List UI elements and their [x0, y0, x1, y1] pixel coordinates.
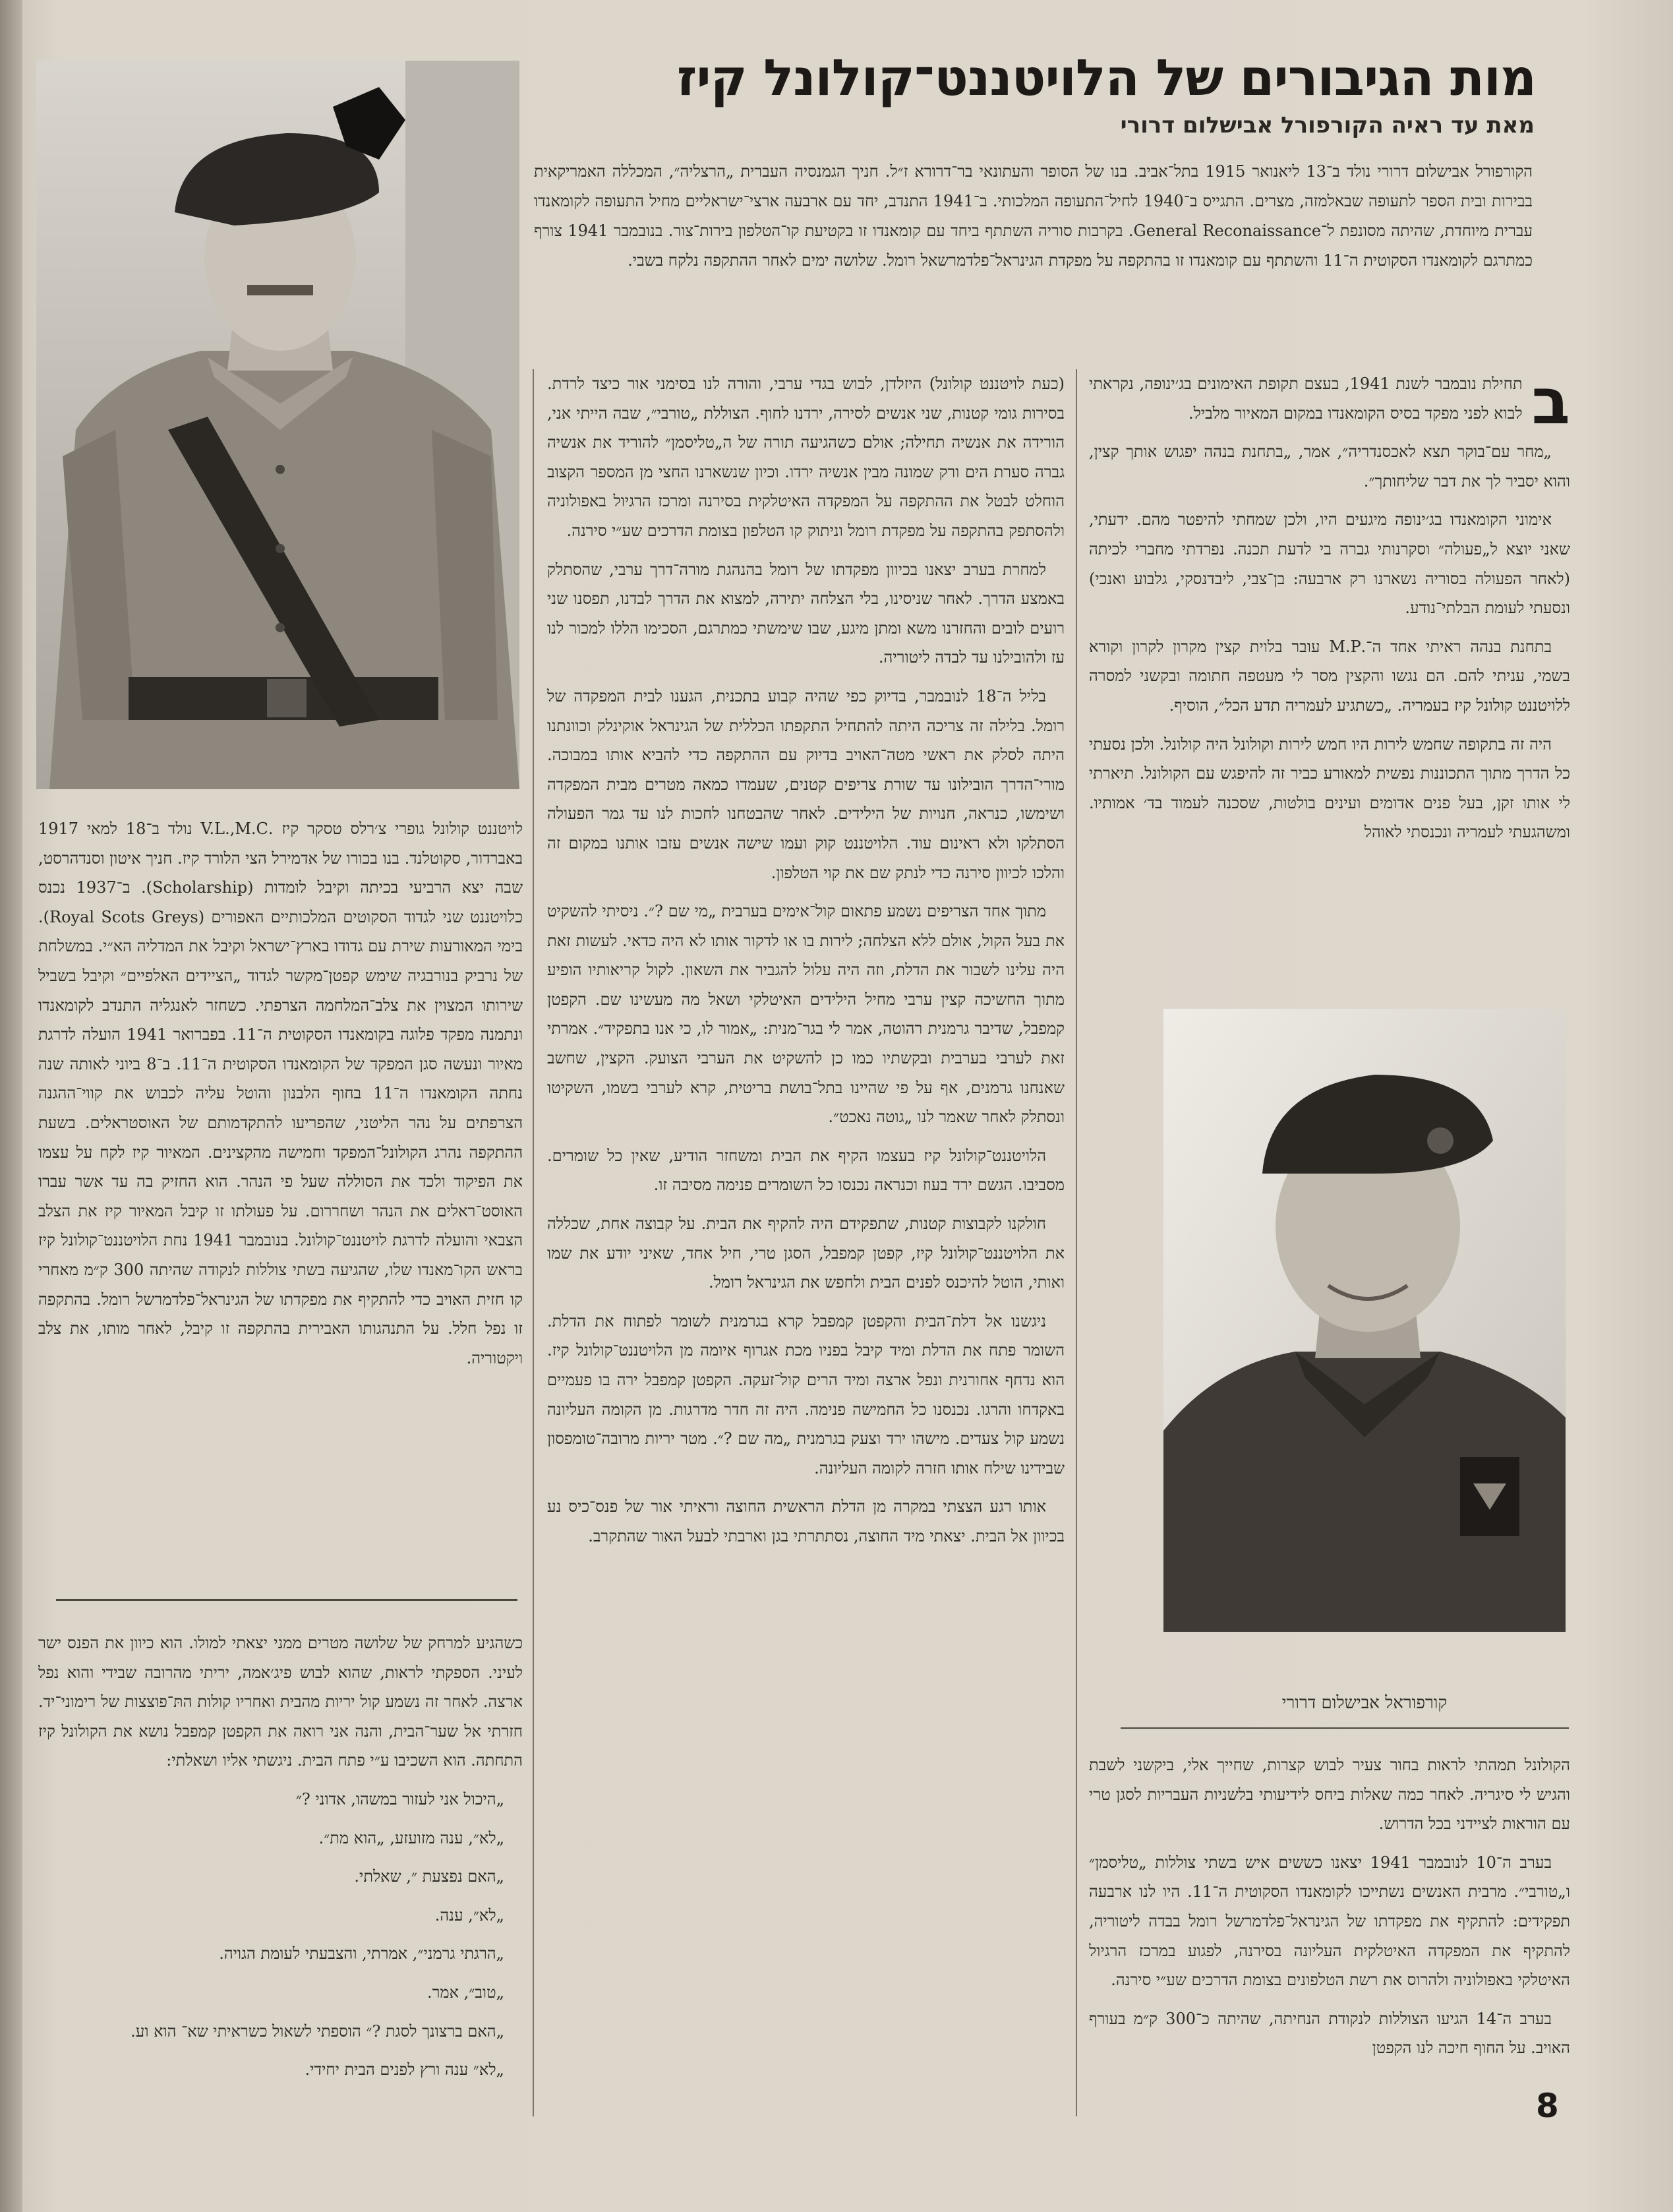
paragraph: (כעת לויטננט קולונל) היזלדן, לבוש בגדי ערבי, והורה לנו בסימני אור כיצד לרדת. בסירות גומי קטנות, שני אנשים לסירה, ירדנו לחוף. הצוללת „טורבי״, שבה הייתי אני, הורידה את אנשיה תחילה; אולם כשהגיעה תורה של ה„טליסמן״ להוריד את אנשיה גברה סערת הים ורק שמונה מבין אנשיה ירדו. וכיון שנשארנו החצי מן המספר הקצוב הוחלט לבטל את ההתקפה על המפקדה האיטלקית בסירנה ומרכז הרגיול באפולוניה ולהסתפק בהתקפה על מפקדת רומל וניתוק קו הטלפון בצומת הדרכים שע״י סירנה. [547, 374, 1065, 540]
photo-drori-caption: קורפוראל אבישלום דרורי [1281, 1693, 1448, 1713]
column-divider-left [533, 369, 534, 2116]
dialogue-line: „האם ברצונך לסגת ?״ הוספתי לשאול כשראיתי שא־ הוא וע. [131, 2021, 504, 2041]
dialogue-line: „לא״, ענה מזועזע, „הוא מת״. [318, 1828, 504, 1847]
column-middle [547, 369, 1065, 1561]
dialogue-line: „לא״, ענה. [434, 1905, 504, 1925]
photo-drori [1163, 1009, 1566, 1632]
paragraph: הלויטננט־קולונל קיז בעצמו הקיף את הבית ומשחזר הודיע, שאין כל שומרים. מסביבו. הגשם ירד בעוז וכנראה נכנסו כל השומרים פנימה מסיבה זו. [547, 1146, 1065, 1195]
paragraph: מתוך אחד הצריפים נשמע פתאום קול־אימים בערבית „מי שם ?״. ניסיתי להשקיט את בעל הקול, אולם ללא הצלחה; לירות בו או לדקור אותו לא היה כדאי. לעשות זאת היה עלינו לשבור את הדלת, וזה היה עלול להגביר את השאון. לקול קריאותיו הופיע מתוך החשיכה קצין ערבי מחיל הילידים האיטלקי ושאל מה מעשינו שם. הקפטן קמפבל, שדיבר גרמנית רהוטה, אמר לי בגר־מנית: „אמור לו, כי אנו בתפקיד״. אמרתי זאת לערבי בערבית ובקשתיו כמו כן להשקיט את הערבי הצועק. הקצין, שחשב שאנחנו גרמנים, אף על פי שהיינו בתל־בושת בריטית, קרא לערבי בשמו, השקיטו ונסתלק לאחר שאמר לנו „גוטה נאכט״. [547, 902, 1065, 1127]
drop-cap: ב [1531, 365, 1570, 438]
paragraph: „מחר עם־בוקר תצא לאכסנדריה״, אמר, „בתחנת בנהה יפגוש אותך קצין, והוא יסביר לך את דבר שליחותך״. [1089, 442, 1570, 491]
column-right-bottom [1089, 1750, 1570, 2072]
paragraph: למחרת בערב יצאנו בכיוון מפקדתו של רומל בהנהגת מורה־דרך ערבי, שהסתלק באמצע הדרך. לאחר שניסינו, בלי הצלחה יתירה, למצוא את הדרך לבדנו, תפסנו שני רועים לובים והחזרנו משא ומתן מיגע, שבו שימשתי כמתרגם, הסכימו הללו למכור לנו עז ולהובילנו עד לבדה ליטוריה. [547, 560, 1065, 667]
dialogue-line: „טוב״, אמר. [426, 1983, 504, 2002]
paragraph: בערב ה־10 לנובמבר 1941 יצאנו כששים איש בשתי צוללות „טליסמן״ ו„טורבי״. מרבית האנשים נשתייכו לקומאנדו הסקוטית ה־11. היו לנו ארבעה תפקידים: להתקיף את מפקדתו של הגינראל־פלדמרשל רומל בבדה ליטוריה, להתקיף את המפקדה האיטלקית העליונה בסירנה, לפגוע במרכז הרגיול האיטלקי באפולוניה ולהרוס את רשת הטלפונים בצומת הדרכים שע״י סירנה. [1089, 1853, 1570, 1990]
paragraph: חולקנו לקבוצות קטנות, שתפקידם היה להקיף את הבית. על קבוצה אחת, שכללה את הלויטננט־קולונל קיז, קפטן קמפבל, הסגן טרי, חיל אחד, שאיני יודע את שמו ואותי, הוטל להיכנס לפנים הבית ולחפש את הגינראל רומל. [547, 1214, 1065, 1292]
section-rule [56, 1599, 517, 1601]
paragraph: אותו רגע הצצתי במקרה מן הדלת הראשית החוצה וראיתי אור של פנס־כיס נע בכיוון אל הבית. יצאתי מיד החוצה, נסתתרתי בגן וארבתי לבעל האור שהתקרב. [547, 1497, 1065, 1545]
paragraph: לויטננט קולונל גופרי צ׳רלס טסקר קיז .V.L.,M.C נולד ב־18 למאי 1917 באברדור, סקוטלנד. בנו בכורו של אדמירל הצי הלורד קיז. חניך איטון וסנדהרסט, שבה יצא הרביעי בכיתה וקיבל לומדות (Scholarship). ב־1937 נכנס כלויטננט שני לגדוד הסקוטים המלכותיים האפורים (Royal Scots Greys). בימי המאורעות שירת עם גדודו בארץ־ישראל וקיבל את המדליה הא״י. במשלחת של נרביק בנורבגיה שימש קפטן־מקשר לגדוד „הציידים האלפיים״ וקיבל בשביל שירותו המצוין את צלב־המלחמה הצרפתי. כשחזר לאנגליה התנדב לקומאנדו ונתמנה מפקד פלוגה בקומאנדו הסקוטית ה־11. בפברואר 1941 הועלה לדרגת מאיור ונעשה סגן המפקד של הקומאנדו הסקוטית ה־11. ב־8 ביוני לאותה שנה נחתה הקומאנדו ה־11 בחוף הלבנון והוטל עליה לכבוש את קווי־ההגנה הצרפתים על נהר הליטני, שהפריעו להתקדמותם של האוסטראלים. בשעת ההתקפה נהרג הקולונל־המפקד וחמישה מהקצינים. המאיור קיז לקח על עצמו את הפיקוד ולכד את הסוללה שעל פי הנהר. הוא החזיק בה עד אשר עברו האוסט־ראלים את הנהר ושחררום. על פעולתו זו קיבל המאיור קיז את הצלב הצבאי והועלה לדרגת לויטננט־קולונל. בנובמבר 1941 נחת הלויטננט־קולונל קיז בראש הקו־מאנדו שלו, שהגיעה בשתי צוללות לנקודה שהיתה 300 ק״מ מאחרי קו חזית האויב כדי להתקיף את מפקדתו של הגינראל־פלדמרשל רומל. בהתקפה זו נפל חלל. על התנהגותו האבירית בהתקפה זו קיבל, לאחר מותו, את צלב ויקטוריה. [38, 820, 523, 1367]
paragraph: בליל ה־18 לנובמבר, בדיוק כפי שהיה קבוע בתכנית, הגענו לבית המפקדה של רומל. בלילה זה צריכה היתה להתחיל התקפתו הכללית של הגינראל אוקינלק וכוונתנו היתה לסלק את ראשי מטה־האויב בדיוק עם ההתקפה כדי להביא אותו במבוכה. מורי־הדרך הובילונו עד שורת צריפים קטנים, שעמדו כמאה מטרים מבית המפקדה ושימשו, כנראה, חנויות של הילידים. לאחר שהבטחנו לחכות לנו עד גמר הפעולה הסתלקו ולא ראינום עוד. הלויטננט קוק ועמו שישה אנשים עזבו אותנו במקום זה והלכו לכיוון סירנה כדי לנתק שם את קוי הטלפון. [547, 686, 1065, 882]
author-intro: הקורפורל אבישלום דרורי נולד ב־13 ליאנואר 1915 בתל־אביב. בנו של הסופר והעתונאי בר־דרורא ז״ל. חניך הגמנסיה העברית „הרצליה״, המכללה האמריקאית בבירות ובית הספר לתעופה שבאלמזה, מצרים. התגייס ב־1940 לחיל־התעופה המלכותי. ב־1941 התנדב, יחד עם ארבעה ארצי־ישראליים מחיל התעופה לקומאנדו עברית מיוחדת, שהיתה מסונפת ל־General Reconaissance. בקרבות סוריה השתתף ביחד עם קומאנדו זו בקטיעת קו־הטלפון בירות־צור. בנובמבר 1941 צורף כמתרגם לקומאנדו הסקוטית ה־11 והשתתף עם קומאנדו זו בהתקפה על מפקדת הגינראל־פלדמרשאל רומל. שלושה ימים לאחר ההתקפה נלקח בשבי. [534, 162, 1533, 270]
paragraph: כשהגיע למרחק של שלושה מטרים ממני יצאתי למולו. הוא כיוון את הפנס ישר לעיני. הספקתי לראות, שהוא לבוש פיג׳אמה, יריתי מהרובה שבידי והוא נפל ארצה. לאחר זה נשמע קול יריות מהבית ואחריו קולות התּ־פוצצות של רימוני־יד. חזרתי אל שער־הבית, והנה אני רואה את הקפטן קמפבל נושא את הקולונל קיז התחתה. הוא השכיבו ע״י פתח הבית. ניגשתי אליו ושאלתי: [38, 1634, 523, 1770]
caption-rule [1121, 1727, 1569, 1729]
paragraph: היה זה בתקופה שחמש לירות היו חמש לירות וקולונל היה קולונל. ולכן נסעתי כל הדרך מתוך התכוננות נפשית למאורע כביר זה להיפגש עם הקולונל. תיארתי לי אותו זקן, בעל פנים אדומים ועינים בולטות, שסכנה לעמוד בד׳ אמותיו. ומשהגעתי לעמריה ונכנסתי לאוהל [1089, 734, 1570, 842]
keyes-biography [38, 814, 523, 1382]
paragraph: ניגשנו אל דלת־הבית והקפטן קמפבל קרא בגרמנית לשומר לפתוח את הדלת. השומר פתח את הדלת ומיד קיבל בפניו מכת אגרוף איומה מן הלויטננט־קולונל קיז. הוא נדחף אחורנית ונפל ארצה ומיד הרים קול־זעקה. הקפטן קמפבל ירה בו פעמיים באקדחו והרגו. נכנסנו כל החמישה פנימה. היה זה חדר מדרגות. מן הקומה העליונה נשמע קול צעדים. מישהו ירד וצעק בגרמנית „מה שם ?״. מטר יריות מרובה־טומפסון שבידינו שילח אותו חזרה לקומה העליונה. [547, 1311, 1065, 1478]
page-number: 8 [1536, 2087, 1559, 2125]
column-divider-right [1076, 369, 1077, 2116]
paragraph: בתחנת בנהה ראיתי אחד ה־.M.P עובר בלוית קצין מקרון לקרון וקורא בשמי, עניתי להם. הם נגשו והקצין מסר לי מעטפה חתומה ובקשני למסרה ללויטננט קולונל קיז בעמריה. „כשתגיע לעמריה תדע הכל״, הוסיף. [1089, 637, 1570, 715]
dialogue-line: „האם נפצעת ״, שאלתי. [354, 1867, 504, 1886]
dialogue-line: „לא״ ענה ורץ לפנים הבית יחידי. [305, 2060, 504, 2079]
column-left-bottom [38, 1629, 523, 2094]
paragraph: הקולונל תמהתי לראות בחור צעיר לבוש קצרות, שחייך אלי, ביקשני לשבת והגיש לי סיגריה. לאחר כמה שאלות ביחס לידיעותי בלשניות העבריות לסגן טרי עם הוראות לציידני בכל הדרוש. [1089, 1756, 1570, 1834]
dialogue-line: „היכול אני לעזור במשהו, אדוני ?״ [295, 1789, 504, 1808]
paragraph: בערב ה־14 הגיעו הצוללות לנקודת הנחיתה, שהיתה כ־300 ק״מ בעורף האויב. על החוף חיכה לנו הקפטן [1089, 2009, 1570, 2058]
photo-keyes [36, 61, 519, 789]
paragraph-opening: ב תחילת נובמבר לשנת 1941, בעצם תקופת האימונים בג׳ינופה, נקראתי לבוא לפני מפקד בסיס הקומאנדו במקום המאיור מלביל. [1089, 365, 1570, 438]
article-byline: מאת עד ראיה הקורפורל אבישלום דרורי [1120, 112, 1535, 138]
column-right-top [1089, 365, 1570, 856]
page-binding-shadow [0, 0, 22, 2212]
portrait-keyes-image [36, 61, 519, 789]
article-title: מות הגיבורים של הלויטננט־קולונל קיז [676, 48, 1536, 107]
paragraph: אימוני הקומאנדו בג׳ינופה מיגעים היו, ולכן שמחתי להיפטר מהם. ידעתי, שאני יוצא ל„פעולה״ וסקרנותי גברה בי לדעת תכנה. נפרדתי מחברי לכיתה (לאחר הפעולה בסוריה נשארנו רק ארבעה: בן־צבי, ליבדנסקי, גלבוע ואנכי) ונסעתי לעומת הבלתי־נודע. [1089, 510, 1570, 618]
portrait-drori-image [1163, 1009, 1566, 1632]
dialogue-line: „הרגתי גרמני״, אמרתי, והצבעתי לעומת הגויה. [219, 1944, 504, 1963]
